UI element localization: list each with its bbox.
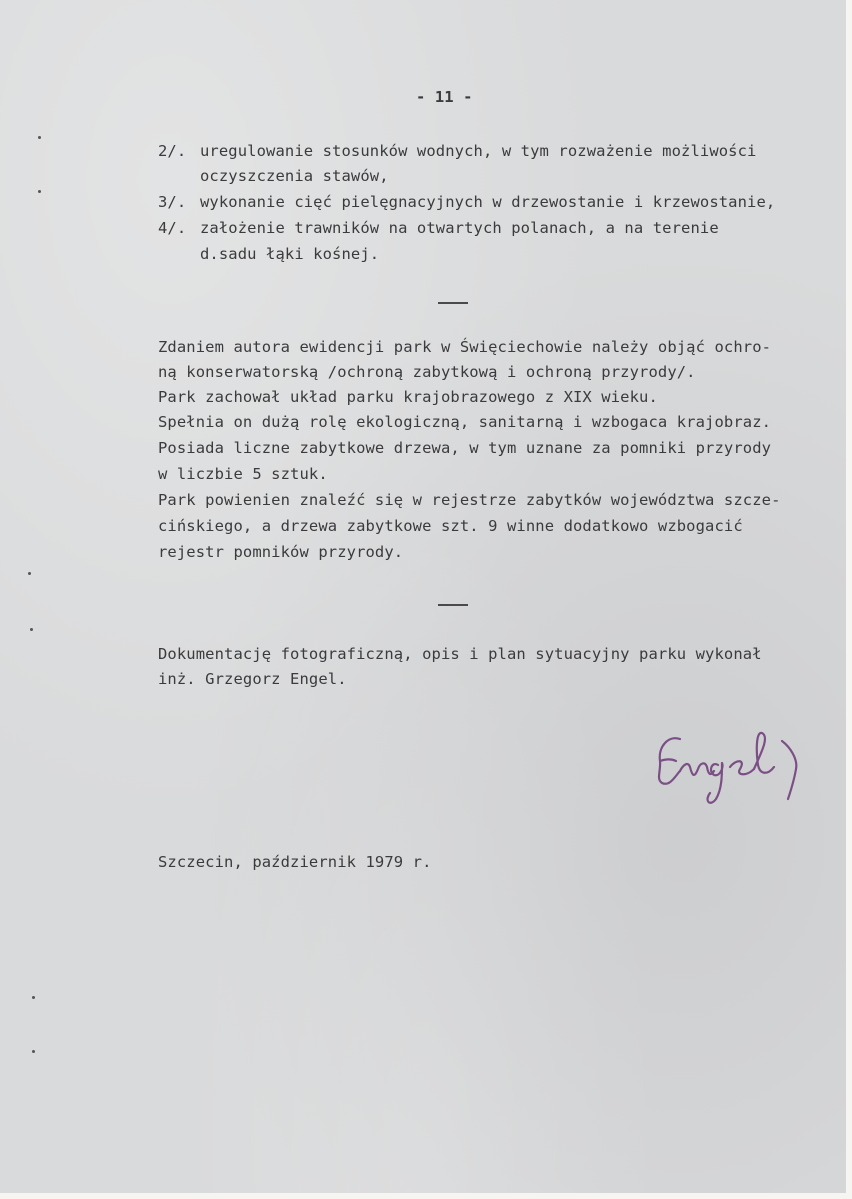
margin-mark	[32, 1050, 35, 1053]
paragraph-line: ną konserwatorską /ochroną zabytkową i ochroną przyrody/.	[158, 363, 696, 381]
list-item-text: uregulowanie stosunków wodnych, w tym rozważenie możliwości	[200, 142, 757, 160]
handwritten-signature	[650, 725, 810, 815]
paragraph-line: Spełnia on dużą rolę ekologiczną, sanitarną i wzbogaca krajobraz.	[158, 413, 772, 431]
margin-mark	[32, 996, 35, 999]
list-item-continuation: d.sadu łąki kośnej.	[200, 245, 380, 263]
paragraph-line: Park zachował układ parku krajobrazowego z XIX wieku.	[158, 388, 658, 406]
list-item-number: 2/.	[158, 142, 187, 160]
section-separator	[438, 604, 468, 606]
margin-mark	[38, 190, 41, 193]
list-item-text: wykonanie cięć pielęgnacyjnych w drzewostanie i krzewostanie,	[200, 193, 776, 211]
list-item-number: 4/.	[158, 219, 187, 237]
margin-mark	[30, 628, 33, 631]
paragraph-line: Posiada liczne zabytkowe drzewa, w tym uznane za pomniki przyrody	[158, 439, 772, 457]
place-and-date: Szczecin, październik 1979 r.	[158, 853, 432, 871]
paragraph-line: rejestr pomników przyrody.	[158, 543, 404, 561]
margin-mark	[28, 572, 31, 575]
paragraph-line: w liczbie 5 sztuk.	[158, 465, 328, 483]
page-number: - 11 -	[416, 88, 473, 106]
documentation-line: Dokumentację fotograficzną, opis i plan sytuacyjny parku wykonał	[158, 645, 762, 663]
list-item-continuation: oczyszczenia stawów,	[200, 167, 389, 185]
list-item-number: 3/.	[158, 193, 187, 211]
paper-edge-bottom	[0, 1193, 852, 1199]
paragraph-line: cińskiego, a drzewa zabytkowe szt. 9 winne dodatkowo wzbogacić	[158, 517, 743, 535]
list-item-text: założenie trawników na otwartych polanach, a na terenie	[200, 219, 719, 237]
documentation-line: inż. Grzegorz Engel.	[158, 670, 347, 688]
paragraph-line: Zdaniem autora ewidencji park w Święciechowie należy objąć ochro-	[158, 338, 772, 356]
section-separator	[438, 302, 468, 304]
margin-mark	[38, 136, 41, 139]
paragraph-line: Park powienien znaleźć się w rejestrze zabytków województwa szcze-	[158, 491, 781, 509]
paper-edge	[846, 0, 852, 1199]
